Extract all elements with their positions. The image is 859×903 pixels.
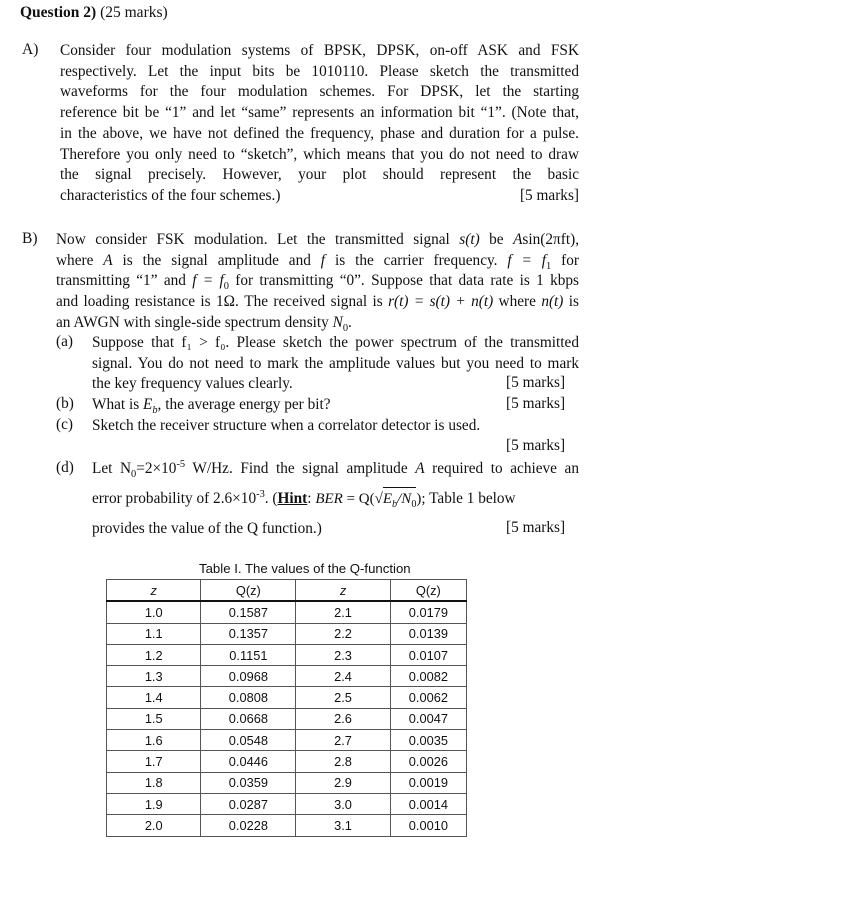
table-cell: 3.0: [296, 793, 390, 814]
table-cell: 0.0082: [390, 666, 466, 687]
table-row: [107, 793, 467, 814]
text-run: );: [416, 491, 426, 507]
table-cell: 0.0139: [390, 623, 466, 644]
math-s-of-t: s(t): [459, 231, 480, 248]
table-cell: 0.0548: [201, 730, 296, 751]
text-run: for: [551, 251, 579, 269]
table-cell: 1.6: [107, 730, 201, 751]
sub-c-text: Sketch the receiver structure when a correlator detector is used.: [92, 417, 481, 434]
math-sup: -3: [256, 488, 265, 500]
table-caption: Table I. The values of the Q-function: [199, 561, 411, 576]
table-cell: 2.6: [296, 708, 390, 729]
question-title: Question 2): [20, 4, 97, 21]
math-E: E: [382, 491, 393, 507]
table-row: [107, 687, 467, 708]
text-run: and loading resistance is 1Ω. The received signal is: [56, 293, 389, 311]
math-f: f: [320, 251, 326, 269]
sub-d-line-3: provides the value of the Q function.): [92, 520, 322, 537]
table-cell: 0.1151: [201, 644, 296, 665]
table-cell: 0.0287: [201, 793, 296, 814]
table-row: [107, 644, 467, 665]
sub-a-marks: [5 marks]: [506, 374, 566, 391]
table-cell: 0.0014: [390, 793, 466, 814]
sub-a-line: signal. You do not need to mark the amplitude values but you need to mark: [92, 354, 579, 372]
math-sub: 1: [546, 260, 552, 272]
math-N: /N: [397, 491, 412, 507]
table-cell: 2.3: [296, 644, 390, 665]
text-run: Table 1 below: [425, 490, 516, 507]
table-cell: 2.4: [296, 666, 390, 687]
text-run: W/Hz. Find the signal amplitude: [185, 460, 416, 477]
table-row: [107, 772, 467, 793]
part-b-line-3: [56, 271, 579, 292]
math-f-eq-f0: f = f: [192, 272, 224, 290]
part-a-line: in the above, we have not defined the frequency, phase and duration for a pulse.: [60, 124, 579, 142]
table-cell: 0.1357: [201, 623, 296, 644]
text-run: is the signal amplitude and: [112, 251, 321, 269]
math-sub: b: [152, 405, 158, 417]
text-run: ,: [575, 231, 580, 248]
sub-d-marks: [5 marks]: [506, 519, 566, 536]
table-row: [107, 601, 467, 623]
table-cell: 0.0019: [390, 772, 466, 793]
table-cell: 1.4: [107, 687, 201, 708]
sub-d-line-1: [92, 459, 579, 480]
text-run: an AWGN with single-side spectrum density: [56, 313, 333, 331]
text-run: =2×10: [136, 460, 177, 477]
part-a-line: Therefore you only need to “sketch”, which means that you do not need to draw: [60, 145, 579, 163]
hint-label: Hint: [277, 490, 308, 507]
table-cell: 0.0010: [390, 815, 466, 836]
math-sine: sin(2πft): [522, 231, 576, 248]
table-header-cell: z: [107, 580, 201, 602]
question-heading: [20, 4, 168, 22]
part-a-line: reference bit be “1” and let “same” represents an information bit “1”. (Note that,: [60, 104, 579, 122]
text-run: is: [563, 293, 579, 311]
table-cell: 2.8: [296, 751, 390, 772]
part-b-line-1: [56, 230, 579, 251]
table-row: [107, 708, 467, 729]
sub-b-marks: [5 marks]: [506, 395, 566, 412]
part-a-text: [60, 41, 579, 207]
math-r-of-t: r(t) = s(t) + n(t): [388, 293, 494, 311]
part-a-line: respectively. Let the input bits be 1010110. Please sketch the transmitted: [60, 62, 579, 80]
table-cell: 2.7: [296, 730, 390, 751]
table-header-cell: Q(z): [201, 580, 296, 602]
math-sub: b: [392, 499, 398, 510]
question-marks: (25 marks): [100, 4, 168, 21]
part-b-line-4: [56, 292, 579, 313]
text-run: :: [307, 490, 316, 507]
table-cell: 1.0: [107, 601, 201, 623]
table-cell: 2.5: [296, 687, 390, 708]
table-header-row: [107, 580, 467, 602]
table-cell: 0.0062: [390, 687, 466, 708]
table-row: [107, 623, 467, 644]
part-b-text: [56, 230, 579, 334]
table-row: [107, 666, 467, 687]
table-cell: 0.0179: [390, 601, 466, 623]
table-cell: 0.0359: [201, 772, 296, 793]
math-sub: 0: [342, 322, 349, 334]
math-sub: 0: [223, 281, 229, 293]
math-E: E: [142, 396, 153, 413]
text-run: What is: [92, 396, 143, 413]
math-sub: 0: [411, 499, 417, 510]
table-cell: 1.2: [107, 644, 201, 665]
q-function-table: [106, 579, 467, 837]
table-cell: 0.0026: [390, 751, 466, 772]
table-cell: 0.0668: [201, 708, 296, 729]
table-cell: 0.0228: [201, 815, 296, 836]
text-run: transmitting “1” and: [56, 272, 193, 290]
part-a-label: A): [22, 41, 39, 58]
math-n-of-t: n(t): [541, 293, 564, 311]
text-run: = Q(: [342, 491, 375, 507]
part-a-line: waveforms for the four modulation schemes. For DPSK, let the starting: [60, 83, 579, 101]
text-run: . (: [264, 490, 278, 507]
table-cell: 1.9: [107, 793, 201, 814]
table-cell: 0.0968: [201, 666, 296, 687]
sub-b-label: (b): [56, 395, 74, 412]
math-sub: 0: [131, 469, 137, 481]
table-cell: 1.5: [107, 708, 201, 729]
sqrt-icon: √: [374, 491, 383, 507]
text-run: , the average energy per bit?: [157, 396, 331, 413]
text-run: where: [56, 251, 104, 269]
table-row: [107, 751, 467, 772]
table-row: [107, 730, 467, 751]
part-a-line: the signal precisely. However, your plot should represent the basic: [60, 166, 579, 184]
table-header-cell: z: [296, 580, 390, 602]
hint-formula: [315, 491, 426, 510]
text-run: .: [348, 313, 352, 331]
table-header-cell: Q(z): [390, 580, 466, 602]
text-run: Now consider FSK modulation. Let the transmitted signal: [56, 231, 460, 248]
part-a-line: Consider four modulation systems of BPSK, DPSK, on-off ASK and FSK: [60, 42, 579, 59]
sub-d-line-2: [92, 487, 579, 510]
table-cell: 1.1: [107, 623, 201, 644]
table-cell: 0.0107: [390, 644, 466, 665]
sub-b-text: [92, 395, 331, 416]
sub-a-label: (a): [56, 333, 73, 350]
table-cell: 3.1: [296, 815, 390, 836]
table-cell: 2.0: [107, 815, 201, 836]
table-cell: 2.1: [296, 601, 390, 623]
sub-d-label: (d): [56, 459, 74, 476]
sub-c-label: (c): [56, 416, 73, 433]
table-row: [107, 815, 467, 836]
sub-c-marks: [5 marks]: [506, 437, 566, 454]
part-b-line-5: [56, 313, 579, 334]
math-f-eq-f1: f = f: [507, 251, 547, 269]
table-cell: 1.7: [107, 751, 201, 772]
table-cell: 0.0035: [390, 730, 466, 751]
math-N: N: [332, 313, 343, 331]
part-a-marks: [5 marks]: [519, 186, 579, 204]
table-cell: 1.3: [107, 666, 201, 687]
text-run: where: [493, 293, 542, 311]
text-run: Let N: [92, 460, 132, 477]
part-b-line-2: [56, 251, 579, 272]
sqrt-body: [383, 487, 417, 510]
text-run: is the carrier frequency.: [325, 251, 508, 269]
math-sup: -5: [176, 458, 186, 470]
sub-a-line: Suppose that f₁ > f₀. Please sketch the power spectrum of the transmitted: [92, 334, 579, 351]
table-cell: 2.2: [296, 623, 390, 644]
math-ber: BER: [315, 491, 343, 507]
math-A: A: [415, 460, 425, 477]
table-cell: 0.1587: [201, 601, 296, 623]
math-A: A: [103, 251, 113, 269]
text-run: be: [479, 231, 514, 248]
table-cell: 0.0446: [201, 751, 296, 772]
table-cell: 1.8: [107, 772, 201, 793]
text-run: required to achieve an: [424, 460, 579, 477]
table-cell: 0.0047: [390, 708, 466, 729]
text-run: for transmitting “0”. Suppose that data rate is 1 kbps: [228, 272, 579, 290]
math-amplitude: A: [513, 231, 523, 248]
table-cell: 2.9: [296, 772, 390, 793]
text-run: error probability of 2.6×10: [92, 490, 257, 507]
part-b-label: B): [22, 230, 38, 247]
sub-a-line: the key frequency values clearly.: [92, 375, 293, 393]
part-a-last-line: characteristics of the four schemes.): [60, 186, 281, 204]
table-cell: 0.0808: [201, 687, 296, 708]
